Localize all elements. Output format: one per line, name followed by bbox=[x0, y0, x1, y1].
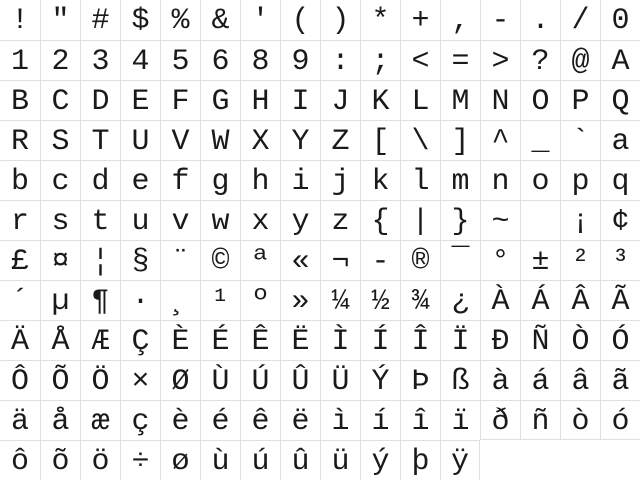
glyph-cell[interactable]: Â bbox=[560, 280, 600, 320]
glyph-cell[interactable]: Ò bbox=[560, 320, 600, 360]
glyph-cell[interactable]: n bbox=[480, 160, 520, 200]
glyph-cell[interactable]: = bbox=[440, 40, 480, 80]
glyph-cell[interactable]: v bbox=[160, 200, 200, 240]
glyph-cell[interactable]: ç bbox=[120, 400, 160, 440]
glyph-cell[interactable]: J bbox=[320, 80, 360, 120]
glyph-cell[interactable]: å bbox=[40, 400, 80, 440]
glyph-cell[interactable]: L bbox=[400, 80, 440, 120]
glyph-cell[interactable]: ù bbox=[200, 440, 240, 480]
glyph-cell[interactable]: K bbox=[360, 80, 400, 120]
glyph-cell[interactable]: x bbox=[240, 200, 280, 240]
glyph-cell[interactable]: ß bbox=[440, 360, 480, 400]
glyph-cell[interactable]: Ð bbox=[480, 320, 520, 360]
glyph-cell[interactable]: á bbox=[520, 360, 560, 400]
glyph-cell[interactable]: b bbox=[0, 160, 40, 200]
glyph-cell[interactable]: i bbox=[280, 160, 320, 200]
glyph-cell[interactable]: û bbox=[280, 440, 320, 480]
glyph-cell[interactable]: D bbox=[80, 80, 120, 120]
glyph-cell[interactable]: ô bbox=[0, 440, 40, 480]
glyph-cell[interactable]: : bbox=[320, 40, 360, 80]
glyph-cell[interactable]: ð bbox=[480, 400, 520, 440]
glyph-cell[interactable]: g bbox=[200, 160, 240, 200]
glyph-cell[interactable]: Q bbox=[600, 80, 640, 120]
glyph-cell[interactable]: q bbox=[600, 160, 640, 200]
glyph-cell[interactable]: ¤ bbox=[40, 240, 80, 280]
glyph-cell[interactable]: ö bbox=[80, 440, 120, 480]
glyph-cell[interactable]: » bbox=[280, 280, 320, 320]
glyph-cell[interactable]: ¡ bbox=[560, 200, 600, 240]
glyph-cell[interactable]: C bbox=[40, 80, 80, 120]
glyph-cell[interactable]: e bbox=[120, 160, 160, 200]
glyph-cell[interactable]: â bbox=[560, 360, 600, 400]
glyph-cell[interactable]: ½ bbox=[360, 280, 400, 320]
glyph-cell[interactable]: N bbox=[480, 80, 520, 120]
glyph-cell[interactable]: ¢ bbox=[600, 200, 640, 240]
glyph-cell[interactable]: , bbox=[440, 0, 480, 40]
glyph-cell[interactable]: ; bbox=[360, 40, 400, 80]
glyph-cell[interactable]: z bbox=[320, 200, 360, 240]
glyph-cell[interactable]: { bbox=[360, 200, 400, 240]
glyph-cell[interactable]: Ú bbox=[240, 360, 280, 400]
glyph-cell[interactable]: 0 bbox=[600, 0, 640, 40]
glyph-cell[interactable]: m bbox=[440, 160, 480, 200]
glyph-cell[interactable]: w bbox=[200, 200, 240, 240]
glyph-cell[interactable]: Ö bbox=[80, 360, 120, 400]
glyph-cell[interactable]: B bbox=[0, 80, 40, 120]
glyph-cell[interactable]: S bbox=[40, 120, 80, 160]
glyph-cell[interactable]: a bbox=[600, 120, 640, 160]
glyph-cell[interactable]: Ô bbox=[0, 360, 40, 400]
glyph-cell[interactable]: ý bbox=[360, 440, 400, 480]
glyph-cell[interactable]: F bbox=[160, 80, 200, 120]
glyph-cell[interactable]: Ä bbox=[0, 320, 40, 360]
glyph-cell[interactable]: W bbox=[200, 120, 240, 160]
glyph-cell[interactable]: - bbox=[360, 240, 400, 280]
glyph-cell[interactable]: ï bbox=[440, 400, 480, 440]
glyph-cell[interactable]: ª bbox=[240, 240, 280, 280]
glyph-cell[interactable]: | bbox=[400, 200, 440, 240]
glyph-cell[interactable]: ú bbox=[240, 440, 280, 480]
glyph-cell[interactable]: P bbox=[560, 80, 600, 120]
glyph-cell[interactable]: ( bbox=[280, 0, 320, 40]
glyph-cell[interactable]: § bbox=[120, 240, 160, 280]
glyph-cell[interactable]: f bbox=[160, 160, 200, 200]
glyph-cell-empty[interactable] bbox=[520, 200, 560, 240]
glyph-cell[interactable]: R bbox=[0, 120, 40, 160]
glyph-cell[interactable]: T bbox=[80, 120, 120, 160]
glyph-cell[interactable]: t bbox=[80, 200, 120, 240]
glyph-cell[interactable]: + bbox=[400, 0, 440, 40]
glyph-cell[interactable]: × bbox=[120, 360, 160, 400]
glyph-cell[interactable]: à bbox=[480, 360, 520, 400]
glyph-cell[interactable]: o bbox=[520, 160, 560, 200]
glyph-cell[interactable]: · bbox=[120, 280, 160, 320]
glyph-cell[interactable]: [ bbox=[360, 120, 400, 160]
glyph-cell[interactable]: è bbox=[160, 400, 200, 440]
glyph-cell[interactable]: & bbox=[200, 0, 240, 40]
glyph-cell[interactable]: > bbox=[480, 40, 520, 80]
glyph-cell[interactable]: \ bbox=[400, 120, 440, 160]
glyph-cell[interactable]: À bbox=[480, 280, 520, 320]
glyph-cell[interactable]: I bbox=[280, 80, 320, 120]
glyph-cell[interactable]: 2 bbox=[40, 40, 80, 80]
glyph-cell[interactable]: ¶ bbox=[80, 280, 120, 320]
glyph-cell[interactable]: ° bbox=[480, 240, 520, 280]
glyph-cell[interactable]: Ê bbox=[240, 320, 280, 360]
glyph-cell[interactable]: r bbox=[0, 200, 40, 240]
glyph-cell[interactable]: ë bbox=[280, 400, 320, 440]
glyph-cell[interactable]: Ü bbox=[320, 360, 360, 400]
glyph-cell[interactable]: u bbox=[120, 200, 160, 240]
glyph-cell[interactable]: ä bbox=[0, 400, 40, 440]
glyph-cell[interactable]: Õ bbox=[40, 360, 80, 400]
glyph-cell[interactable]: 5 bbox=[160, 40, 200, 80]
glyph-cell[interactable]: 1 bbox=[0, 40, 40, 80]
glyph-cell[interactable]: ] bbox=[440, 120, 480, 160]
glyph-cell[interactable]: ê bbox=[240, 400, 280, 440]
glyph-cell[interactable]: y bbox=[280, 200, 320, 240]
glyph-cell[interactable]: % bbox=[160, 0, 200, 40]
glyph-cell[interactable]: ÷ bbox=[120, 440, 160, 480]
glyph-cell[interactable]: ² bbox=[560, 240, 600, 280]
glyph-cell[interactable]: ´ bbox=[0, 280, 40, 320]
glyph-cell[interactable]: j bbox=[320, 160, 360, 200]
glyph-cell[interactable]: . bbox=[520, 0, 560, 40]
glyph-cell[interactable]: Ï bbox=[440, 320, 480, 360]
glyph-cell[interactable]: # bbox=[80, 0, 120, 40]
glyph-cell[interactable]: $ bbox=[120, 0, 160, 40]
glyph-cell[interactable]: Ó bbox=[600, 320, 640, 360]
glyph-cell[interactable]: } bbox=[440, 200, 480, 240]
glyph-cell[interactable]: Y bbox=[280, 120, 320, 160]
glyph-cell[interactable]: î bbox=[400, 400, 440, 440]
glyph-cell[interactable]: æ bbox=[80, 400, 120, 440]
glyph-cell[interactable]: Ã bbox=[600, 280, 640, 320]
glyph-cell[interactable]: ø bbox=[160, 440, 200, 480]
glyph-cell[interactable]: A bbox=[600, 40, 640, 80]
glyph-cell[interactable]: ü bbox=[320, 440, 360, 480]
glyph-cell[interactable]: ¿ bbox=[440, 280, 480, 320]
glyph-cell[interactable]: / bbox=[560, 0, 600, 40]
glyph-cell[interactable]: ¼ bbox=[320, 280, 360, 320]
glyph-cell[interactable]: ó bbox=[600, 400, 640, 440]
glyph-cell[interactable]: ' bbox=[240, 0, 280, 40]
glyph-cell[interactable]: Ì bbox=[320, 320, 360, 360]
glyph-cell[interactable]: O bbox=[520, 80, 560, 120]
glyph-cell[interactable]: © bbox=[200, 240, 240, 280]
glyph-cell[interactable]: Å bbox=[40, 320, 80, 360]
glyph-cell[interactable]: - bbox=[480, 0, 520, 40]
glyph-cell[interactable]: ¸ bbox=[160, 280, 200, 320]
glyph-cell[interactable]: ¾ bbox=[400, 280, 440, 320]
glyph-cell[interactable]: È bbox=[160, 320, 200, 360]
glyph-cell[interactable]: 6 bbox=[200, 40, 240, 80]
glyph-cell[interactable]: l bbox=[400, 160, 440, 200]
glyph-cell[interactable]: * bbox=[360, 0, 400, 40]
glyph-cell[interactable]: V bbox=[160, 120, 200, 160]
glyph-cell[interactable]: k bbox=[360, 160, 400, 200]
glyph-cell[interactable]: µ bbox=[40, 280, 80, 320]
glyph-cell[interactable]: ñ bbox=[520, 400, 560, 440]
glyph-cell[interactable]: 4 bbox=[120, 40, 160, 80]
glyph-cell[interactable]: < bbox=[400, 40, 440, 80]
glyph-cell[interactable]: s bbox=[40, 200, 80, 240]
glyph-cell[interactable]: « bbox=[280, 240, 320, 280]
glyph-cell[interactable]: ± bbox=[520, 240, 560, 280]
glyph-cell[interactable]: Û bbox=[280, 360, 320, 400]
glyph-cell[interactable]: Ç bbox=[120, 320, 160, 360]
glyph-cell[interactable]: G bbox=[200, 80, 240, 120]
glyph-cell[interactable]: ÿ bbox=[440, 440, 480, 480]
glyph-cell[interactable]: Æ bbox=[80, 320, 120, 360]
glyph-cell[interactable]: Ë bbox=[280, 320, 320, 360]
glyph-cell[interactable]: d bbox=[80, 160, 120, 200]
glyph-cell[interactable]: H bbox=[240, 80, 280, 120]
glyph-cell[interactable]: º bbox=[240, 280, 280, 320]
glyph-cell[interactable]: Á bbox=[520, 280, 560, 320]
glyph-cell[interactable]: U bbox=[120, 120, 160, 160]
glyph-cell[interactable]: M bbox=[440, 80, 480, 120]
glyph-cell[interactable]: ¨ bbox=[160, 240, 200, 280]
glyph-cell[interactable]: ¦ bbox=[80, 240, 120, 280]
glyph-cell[interactable]: õ bbox=[40, 440, 80, 480]
glyph-cell[interactable]: ~ bbox=[480, 200, 520, 240]
glyph-cell[interactable]: é bbox=[200, 400, 240, 440]
glyph-cell[interactable]: Ø bbox=[160, 360, 200, 400]
glyph-cell[interactable]: ³ bbox=[600, 240, 640, 280]
glyph-cell[interactable]: Í bbox=[360, 320, 400, 360]
glyph-cell[interactable]: ® bbox=[400, 240, 440, 280]
glyph-cell[interactable]: Ñ bbox=[520, 320, 560, 360]
glyph-cell[interactable]: c bbox=[40, 160, 80, 200]
glyph-cell[interactable]: @ bbox=[560, 40, 600, 80]
glyph-cell[interactable]: ¹ bbox=[200, 280, 240, 320]
glyph-cell[interactable]: í bbox=[360, 400, 400, 440]
glyph-cell[interactable]: ^ bbox=[480, 120, 520, 160]
glyph-cell[interactable]: 8 bbox=[240, 40, 280, 80]
glyph-cell[interactable]: ã bbox=[600, 360, 640, 400]
glyph-cell[interactable]: ) bbox=[320, 0, 360, 40]
glyph-cell[interactable]: É bbox=[200, 320, 240, 360]
glyph-cell[interactable]: ? bbox=[520, 40, 560, 80]
glyph-cell[interactable]: 9 bbox=[280, 40, 320, 80]
glyph-cell[interactable]: £ bbox=[0, 240, 40, 280]
glyph-cell[interactable]: ¬ bbox=[320, 240, 360, 280]
glyph-cell[interactable]: Z bbox=[320, 120, 360, 160]
glyph-cell[interactable]: Ý bbox=[360, 360, 400, 400]
glyph-cell[interactable]: þ bbox=[400, 440, 440, 480]
glyph-cell[interactable]: p bbox=[560, 160, 600, 200]
glyph-cell[interactable]: h bbox=[240, 160, 280, 200]
glyph-cell[interactable]: ¯ bbox=[440, 240, 480, 280]
glyph-cell[interactable]: ò bbox=[560, 400, 600, 440]
glyph-cell[interactable]: Þ bbox=[400, 360, 440, 400]
glyph-cell[interactable]: X bbox=[240, 120, 280, 160]
glyph-cell[interactable]: " bbox=[40, 0, 80, 40]
glyph-cell[interactable]: _ bbox=[520, 120, 560, 160]
glyph-cell[interactable]: E bbox=[120, 80, 160, 120]
glyph-cell[interactable]: ! bbox=[0, 0, 40, 40]
glyph-cell[interactable]: ì bbox=[320, 400, 360, 440]
glyph-cell[interactable]: Ù bbox=[200, 360, 240, 400]
glyph-cell[interactable]: Î bbox=[400, 320, 440, 360]
glyph-cell[interactable]: ` bbox=[560, 120, 600, 160]
glyph-cell[interactable]: 3 bbox=[80, 40, 120, 80]
